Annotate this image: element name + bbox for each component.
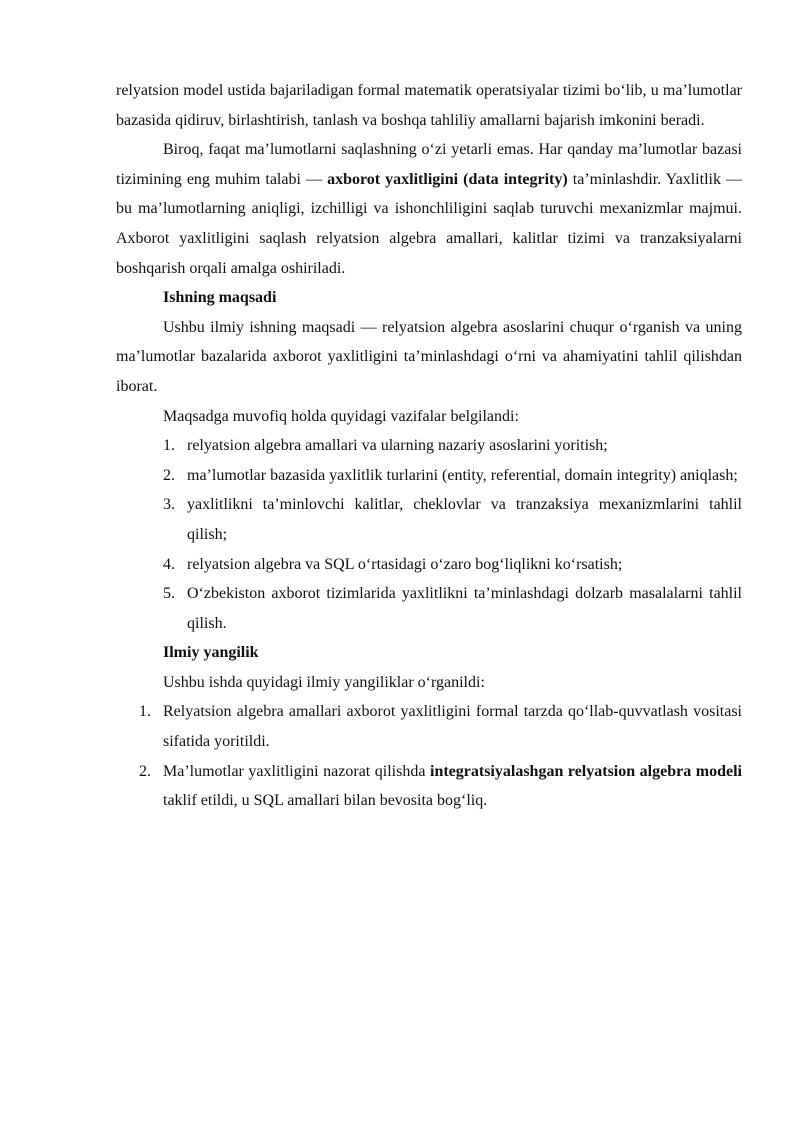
heading-novelty: Ilmiy yangilik [163,644,259,662]
novelty-list [116,697,742,815]
list-item [163,579,742,638]
list-item-text-before: Ma’lumotlar yaxlitligini nazorat qilishda [163,762,430,780]
list-item-number: 1. [139,703,151,721]
list-item-number: 2. [139,762,151,780]
list-item-number: 5. [163,585,175,603]
list-item [139,697,742,756]
novelty-intro: Ushbu ishda quyidagi ilmiy yangiliklar o‘rganildi: [163,673,485,691]
heading-goal: Ishning maqsadi [163,289,277,307]
paragraph-integrity-bold: axborot yaxlitligini (data integrity) [327,170,568,188]
paragraph-integrity-after: ta’minlashdir. Yaxlitlik — bu ma’lumotlarning aniqligi, izchilligi va ishonchliligini saqlab turuvchi mexanizmlar majmui. Axborot yaxlitligini saqlash relyatsion algebra amallari, kalitlar tizimi va tranzaksiyalarni boshqarish orqali amalga oshiriladi. [116,170,743,277]
list-item-text: ma’lumotlar bazasida yaxlitlik turlarini (entity, referential, domain integrity) aniqlash; [187,466,738,484]
list-item [163,461,742,491]
list-item-number: 2. [163,466,175,484]
list-item-text: yaxlitlikni ta’minlovchi kalitlar, cheklovlar va tranzaksiya mexanizmlarini tahlil qilish; [187,496,742,543]
paragraph-goal: Ushbu ilmiy ishning maqsadi — relyatsion algebra asoslarini chuqur o‘rganish va uning ma’lumotlar bazalarida axborot yaxlitligini ta’minlashdagi o‘rni va ahamiyatini tahlil qilishdan iborat. [116,318,742,395]
list-item-number: 1. [163,437,175,455]
list-item [139,757,742,816]
paragraph-integrity [116,135,742,283]
list-item [163,431,742,461]
list-item-text: O‘zbekiston axborot tizimlarida yaxlitlikni ta’minlashdagi dolzarb masalalarni tahlil qilish. [187,585,742,632]
list-item-text-after: taklif etildi, u SQL amallari bilan bevosita bog‘liq. [163,792,488,810]
list-item-text-bold: integratsiyalashgan relyatsion algebra modeli [430,762,742,780]
list-item [163,550,742,580]
list-item-text: relyatsion algebra va SQL o‘rtasidagi o‘zaro bog‘liqlikni ko‘rsatish; [187,555,623,573]
tasks-list [116,431,742,638]
paragraph-integrity-before: Biroq, faqat ma’lumotlarni saqlashning o‘zi yetarli emas. Har qanday ma’lumotlar bazasi tizimining eng muhim talabi — [116,141,742,188]
list-item-text: relyatsion algebra amallari va ularning nazariy asoslarini yoritish; [187,437,608,455]
list-item-number: 3. [163,496,175,514]
paragraph-intro: relyatsion model ustida bajariladigan formal matematik operatsiyalar tizimi bo‘lib, u ma’lumotlar bazasida qidiruv, birlashtirish, tanlash va boshqa tahliliy amallarni bajarish imkonini beradi. [116,82,742,129]
list-item-number: 4. [163,555,175,573]
list-item-text: Relyatsion algebra amallari axborot yaxlitligini formal tarzda qo‘llab-quvvatlash vositasi sifatida yoritildi. [163,703,742,751]
list-item [163,490,742,549]
tasks-intro: Maqsadga muvofiq holda quyidagi vazifalar belgilandi: [163,407,519,425]
document-body [116,76,742,816]
